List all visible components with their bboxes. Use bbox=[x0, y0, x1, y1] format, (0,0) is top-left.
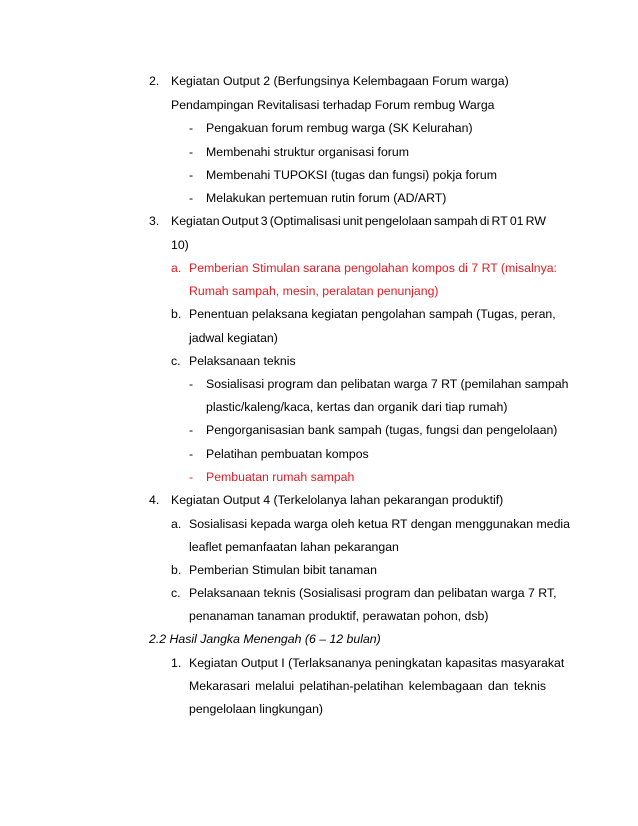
item4-a-marker: a. bbox=[171, 517, 182, 531]
item4-b-marker: b. bbox=[171, 563, 182, 577]
item3-b-line2: jadwal kegiatan) bbox=[189, 331, 278, 345]
dash-bullet: - bbox=[189, 145, 194, 159]
item2-bullet-1: Pengakuan forum rembug warga (SK Kelurahan) bbox=[206, 121, 473, 135]
section22-line2: Mekarasari melalui pelatihan-pelatihan kelembagaan dan teknis bbox=[189, 679, 546, 693]
item4-c-line1: Pelaksanaan teknis (Sosialisasi program dan pelibatan warga 7 RT, bbox=[189, 586, 557, 600]
item3-c-line1: Pelaksanaan teknis bbox=[189, 354, 296, 368]
dash-bullet: - bbox=[189, 423, 194, 437]
item4-b-line1: Pemberian Stimulan bibit tanaman bbox=[189, 563, 377, 577]
item3-c-bullet3: Pelatihan pembuatan kompos bbox=[206, 447, 369, 461]
item2-bullet-3: Membenahi TUPOKSI (tugas dan fungsi) pokja forum bbox=[206, 168, 497, 182]
item3-b-line1: Penentuan pelaksana kegiatan pengolahan sampah (Tugas, peran, bbox=[189, 307, 556, 321]
item2-bullet-4: Melakukan pertemuan rutin forum (AD/ART) bbox=[206, 191, 447, 205]
item3-number: 3. bbox=[149, 214, 160, 228]
item3-c-bullet2: Pengorganisasian bank sampah (tugas, fungsi dan pengelolaan) bbox=[206, 423, 558, 437]
item2-subtitle: Pendampingan Revitalisasi terhadap Forum rembug Warga bbox=[171, 98, 495, 112]
section-2-2-heading: 2.2 Hasil Jangka Menengah (6 – 12 bulan) bbox=[149, 632, 381, 646]
item4-a-line2: leaflet pemanfaatan lahan pekarangan bbox=[189, 540, 399, 554]
dash-bullet: - bbox=[189, 168, 194, 182]
section22-line1: Kegiatan Output I (Terlaksananya peningkatan kapasitas masyarakat bbox=[189, 656, 565, 670]
item4-number: 4. bbox=[149, 493, 160, 507]
item3-c-bullet4: Pembuatan rumah sampah bbox=[206, 470, 355, 484]
item4-title: Kegiatan Output 4 (Terkelolanya lahan pekarangan produktif) bbox=[171, 493, 504, 507]
item2-number: 2. bbox=[149, 74, 160, 88]
item3-title-line1: Kegiatan Output 3 (Optimalisasi unit pengelolaan sampah di RT 01 RW bbox=[171, 214, 546, 228]
item3-a-line1: Pemberian Stimulan sarana pengolahan kompos di 7 RT (misalnya: bbox=[189, 261, 557, 275]
dash-bullet: - bbox=[189, 377, 194, 391]
item3-a-marker: a. bbox=[171, 261, 182, 275]
item4-a-line1: Sosialisasi kepada warga oleh ketua RT dengan menggunakan media bbox=[189, 517, 571, 531]
item2-title: Kegiatan Output 2 (Berfungsinya Kelembagaan Forum warga) bbox=[171, 74, 509, 88]
item4-c-marker: c. bbox=[171, 586, 181, 600]
item3-a-line2: Rumah sampah, mesin, peralatan penunjang) bbox=[189, 284, 439, 298]
item3-c-bullet1-line2: plastic/kaleng/kaca, kertas dan organik dari tiap rumah) bbox=[206, 400, 508, 414]
dash-bullet: - bbox=[189, 470, 194, 484]
item3-title-line2: 10) bbox=[171, 238, 189, 252]
item2-bullet-2: Membenahi struktur organisasi forum bbox=[206, 145, 409, 159]
section22-line3: pengelolaan lingkungan) bbox=[189, 702, 324, 716]
dash-bullet: - bbox=[189, 191, 194, 205]
item3-c-marker: c. bbox=[171, 354, 181, 368]
dash-bullet: - bbox=[189, 121, 194, 135]
item3-b-marker: b. bbox=[171, 307, 182, 321]
item3-c-bullet1-line1: Sosialisasi program dan pelibatan warga 7 RT (pemilahan sampah bbox=[206, 377, 569, 391]
dash-bullet: - bbox=[189, 447, 194, 461]
item4-c-line2: penanaman tanaman produktif, perawatan pohon, dsb) bbox=[189, 609, 489, 623]
section22-item-number: 1. bbox=[171, 656, 182, 670]
